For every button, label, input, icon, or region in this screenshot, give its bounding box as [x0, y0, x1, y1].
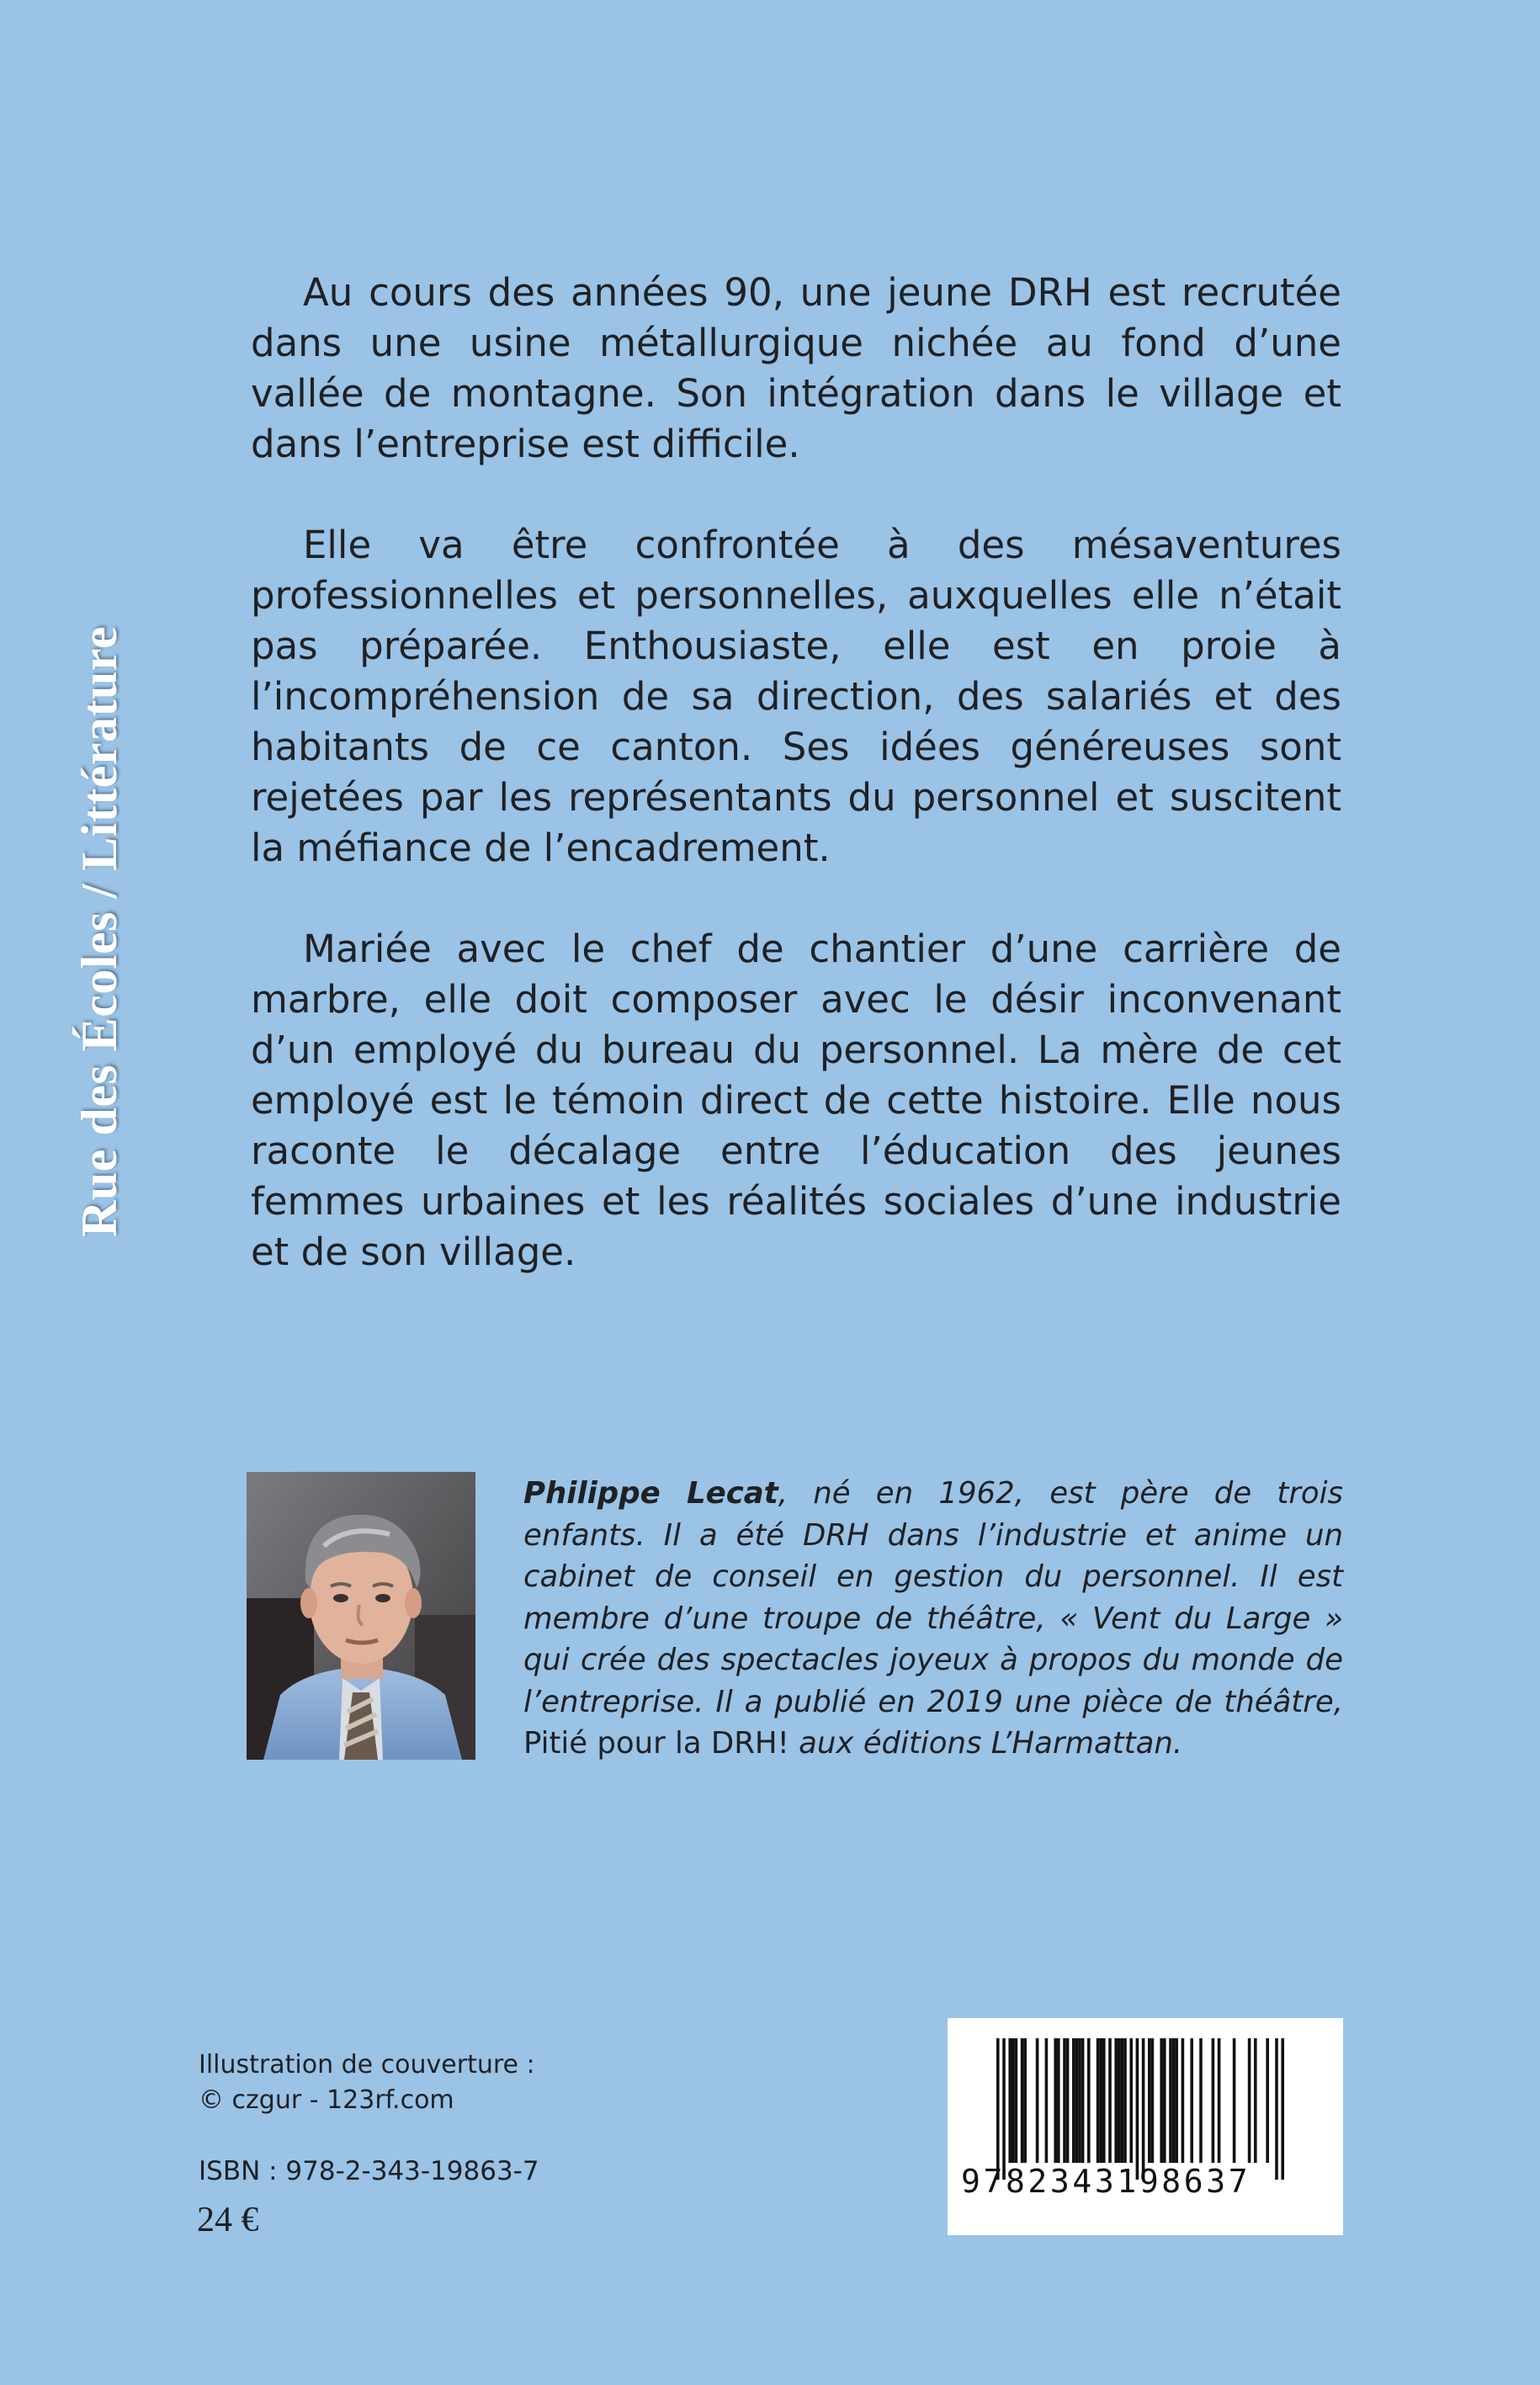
barcode-bar	[1172, 2038, 1176, 2163]
barcode-bar	[1072, 2038, 1075, 2163]
barcode-bar	[1114, 2038, 1118, 2163]
barcode-bar	[1281, 2038, 1284, 2180]
barcode-bar	[1099, 2038, 1102, 2163]
barcode-bar	[1218, 2038, 1221, 2163]
author-photo	[247, 1472, 475, 1760]
barcode-bar	[996, 2038, 1000, 2180]
barcode-bar	[1129, 2038, 1133, 2163]
barcode-bar	[1136, 2038, 1139, 2180]
author-bio	[523, 1473, 1343, 1765]
barcode-bar	[1148, 2038, 1151, 2163]
barcode-bar	[1081, 2038, 1085, 2163]
barcode-bar	[1118, 2038, 1121, 2163]
barcode-bar	[1078, 2038, 1081, 2163]
summary-paragraph-3: Mariée avec le chef de chantier d’une carrière de marbre, elle doit composer avec le désir inconvenant d’un employé du bureau du personnel. La mère de cet employé est le témoin direct de cette histoire. Elle nous raconte le décalage entre l’éducation des jeunes femmes urbaines et les réalités sociales d’une industrie et de son village.	[251, 927, 1341, 1274]
author-name: Philippe Lecat	[523, 1476, 778, 1511]
barcode-bar	[1075, 2038, 1079, 2163]
barcode-bar	[1097, 2038, 1100, 2163]
barcode-bar	[1015, 2038, 1018, 2163]
cover-credit	[199, 2048, 535, 2118]
barcode-bar	[1248, 2038, 1251, 2163]
barcode-bar	[1008, 2038, 1012, 2163]
barcode-bar	[1254, 2038, 1257, 2163]
barcode-bar	[1121, 2038, 1124, 2163]
cover-credit-label: Illustration de couverture :	[199, 2050, 535, 2080]
barcode-bar	[1266, 2038, 1269, 2163]
series-label: Rue des Écoles / Littérature	[72, 625, 127, 1237]
barcode-bar	[1151, 2038, 1155, 2163]
barcode-bar	[1175, 2038, 1178, 2163]
author-bio-text-2: aux éditions L’Harmattan.	[789, 1726, 1183, 1761]
barcode-bar	[1066, 2038, 1070, 2163]
barcode-bars	[948, 2018, 1343, 2235]
barcode-bar	[1036, 2038, 1039, 2163]
author-bio-text-1: , né en 1962, est père de trois enfants. Il a été DRH dans l’industrie et anime un cabinet de conseil en gestion du personnel. Il est membre d’une troupe de théâtre, « Vent du Large » qui crée des spectacles joyeux à propos du monde de l’entreprise. Il a publié en 2019 une pièce de théâtre,	[523, 1476, 1343, 1719]
barcode-bar	[1054, 2038, 1057, 2163]
barcode-bar	[1012, 2038, 1015, 2163]
barcode-bar	[1123, 2038, 1127, 2163]
summary-paragraph-2: Elle va être confrontée à des mésaventures professionnelles et personnelles, auxquelles elle n’était pas préparée. Enthousiaste, elle est en proie à l’incompréhension de sa direction, des salariés et des habitants de ce canton. Ses idées généreuses sont rejetées par les représentants du personnel et suscitent la méfiance de l’encadrement.	[251, 523, 1341, 870]
barcode-bar	[1021, 2038, 1024, 2163]
cover-credit-source: © czgur - 123rf.com	[199, 2085, 454, 2115]
barcode-bar	[1169, 2038, 1172, 2163]
barcode-bar	[1023, 2038, 1027, 2163]
barcode-bar	[1233, 2038, 1236, 2163]
barcode-bar	[1045, 2038, 1049, 2163]
barcode-bar	[1142, 2038, 1145, 2180]
barcode-digits: 9782343198637	[961, 2163, 1251, 2200]
barcode-bar	[1163, 2038, 1166, 2163]
back-cover-summary	[251, 268, 1341, 1328]
barcode-bar	[1002, 2038, 1006, 2180]
barcode-bar	[1160, 2038, 1163, 2163]
barcode-bar	[1182, 2038, 1185, 2163]
barcode-bar	[1275, 2038, 1278, 2180]
barcode-bar	[1108, 2038, 1112, 2163]
barcode-bar	[1190, 2038, 1193, 2163]
barcode-bar	[1063, 2038, 1066, 2163]
summary-paragraph-1: Au cours des années 90, une jeune DRH est recrutée dans une usine métallurgique nichée au fond d’une vallée de montagne. Son intégration dans le village et dans l’entreprise est difficile.	[251, 270, 1341, 466]
barcode	[948, 2018, 1343, 2235]
price: 24 €	[197, 2201, 259, 2239]
barcode-bar	[1102, 2038, 1106, 2163]
barcode-bar	[1087, 2038, 1091, 2163]
barcode-bar	[1212, 2038, 1215, 2163]
barcode-bar	[1057, 2038, 1060, 2163]
barcode-bar	[1199, 2038, 1203, 2163]
isbn: ISBN : 978-2-343-19863-7	[199, 2156, 539, 2186]
play-title: Pitié pour la DRH!	[523, 1726, 789, 1761]
